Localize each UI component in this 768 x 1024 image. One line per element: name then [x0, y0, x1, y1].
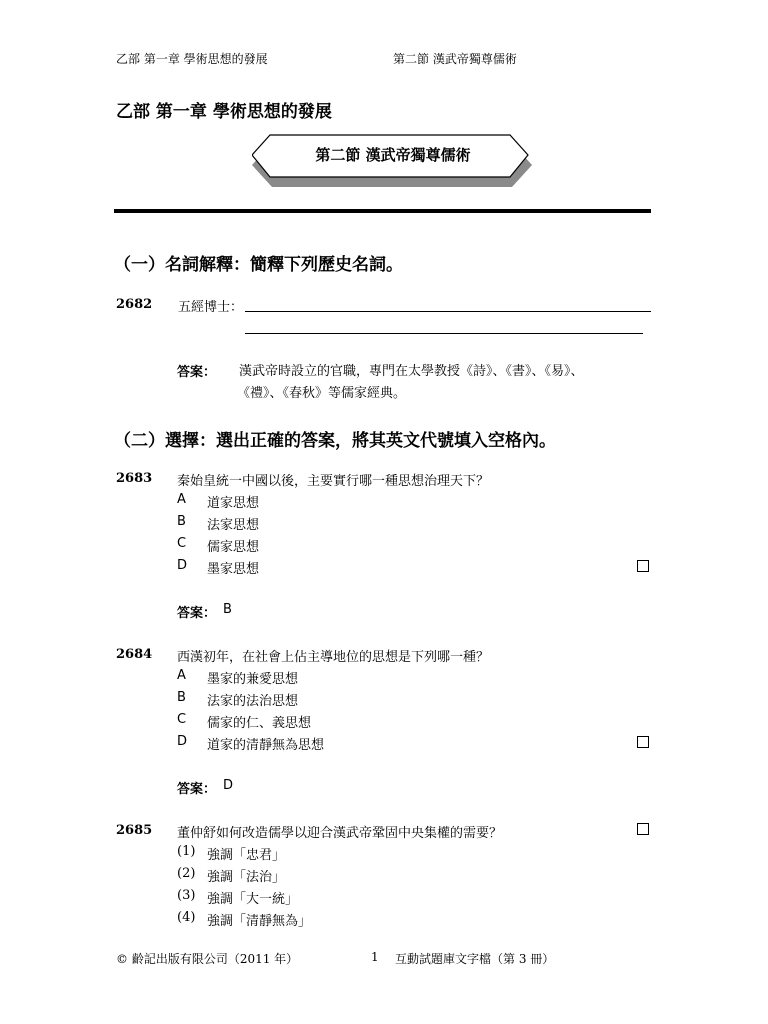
item-number: (4): [177, 910, 196, 925]
question-number-2684: 2684: [116, 647, 153, 662]
question-number-2685: 2685: [116, 823, 153, 838]
section-banner: [252, 133, 532, 187]
option-letter: C: [177, 536, 187, 551]
answer-value-2684: D: [223, 778, 234, 793]
option-text: 儒家的仁、義思想: [207, 716, 312, 731]
option-letter: A: [177, 492, 186, 507]
answer-text-2682-line2: 《禮》、《春秋》等儒家經典。: [237, 386, 407, 401]
answer-box-2683[interactable]: [637, 560, 649, 572]
option-text: 墨家思想: [207, 562, 260, 577]
option-text: 道家的清靜無為思想: [207, 738, 325, 753]
option-letter: A: [177, 668, 186, 683]
item-number: (1): [177, 844, 196, 859]
option-text: 儒家思想: [207, 540, 260, 555]
item-text: 強調「大一統」: [207, 892, 299, 907]
question-stem-2683: 秦始皇統一中國以後，主要實行哪一種思想治理天下？: [177, 474, 490, 489]
answer-label-2684: 答案：: [177, 782, 217, 797]
section-banner-title: 第二節 漢武帝獨尊儒術: [315, 146, 471, 164]
footer-publisher: © 齡記出版有限公司（2011 年）: [116, 952, 299, 966]
item-number: (3): [177, 888, 196, 903]
answer-label-2682: 答案：: [177, 365, 217, 380]
item-text: 強調「法治」: [207, 870, 286, 885]
footer-book-title: 互動試題庫文字檔（第 3 冊）: [395, 952, 555, 966]
option-letter: B: [177, 690, 186, 705]
answer-value-2683: B: [223, 602, 232, 617]
question-number-2683: 2683: [116, 471, 153, 486]
answer-box-2685[interactable]: [637, 823, 649, 835]
running-header-left: 乙部 第一章 學術思想的發展: [116, 52, 268, 66]
question-number-2682: 2682: [116, 297, 153, 312]
answer-box-2684[interactable]: [637, 736, 649, 748]
item-text: 強調「清靜無為」: [207, 914, 312, 929]
term-label: 五經博士：: [178, 300, 244, 315]
running-header-right: 第二節 漢武帝獨尊儒術: [393, 52, 517, 66]
item-number: (2): [177, 866, 196, 881]
option-text: 道家思想: [207, 496, 260, 511]
item-text: 強調「忠君」: [207, 848, 286, 863]
divider-rule: [114, 209, 651, 213]
part2-heading: （二）選擇：選出正確的答案，將其英文代號填入空格內。: [114, 431, 556, 451]
option-letter: C: [177, 712, 187, 727]
question-stem-2684: 西漢初年，在社會上佔主導地位的思想是下列哪一種？: [177, 650, 490, 665]
answer-line-1[interactable]: [245, 311, 651, 312]
option-letter: D: [177, 558, 188, 573]
option-text: 墨家的兼愛思想: [207, 672, 299, 687]
answer-line-2[interactable]: [245, 333, 643, 334]
footer-page-number: 1: [371, 950, 379, 964]
question-stem-2685: 董仲舒如何改造儒學以迎合漢武帝鞏固中央集權的需要？: [177, 826, 503, 841]
part1-heading: （一）名詞解釋：簡釋下列歷史名詞。: [114, 255, 403, 275]
option-letter: B: [177, 514, 186, 529]
option-letter: D: [177, 734, 188, 749]
option-text: 法家思想: [207, 518, 260, 533]
option-text: 法家的法治思想: [207, 694, 299, 709]
answer-text-2682-line1: 漢武帝時設立的官職，專門在太學教授《詩》、《書》、《易》、: [239, 364, 584, 379]
chapter-title: 乙部 第一章 學術思想的發展: [116, 102, 332, 122]
answer-label-2683: 答案：: [177, 606, 217, 621]
